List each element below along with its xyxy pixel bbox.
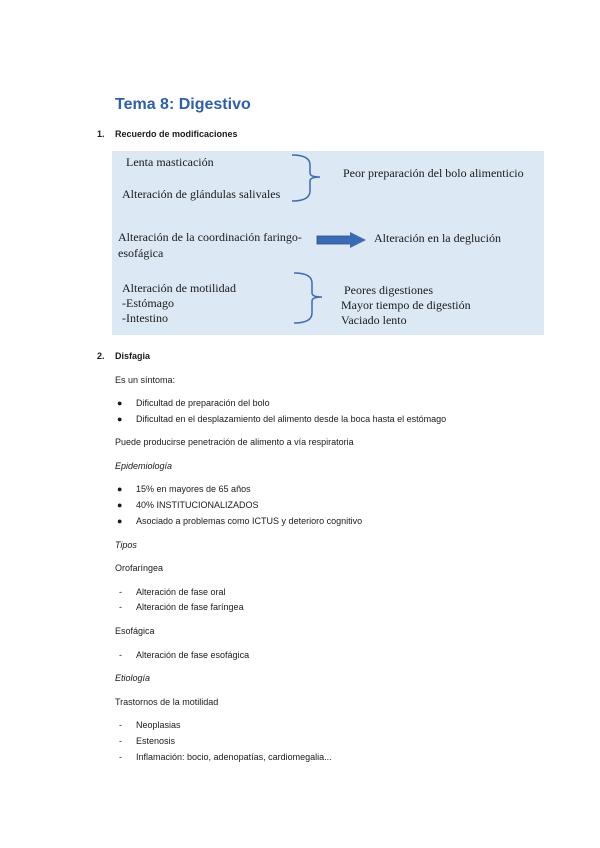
diagram-result-digestiones: Peores digestiones: [344, 283, 433, 297]
types-heading: Tipos: [115, 540, 137, 550]
bullet-icon: ●: [117, 516, 123, 526]
diagram-item-estomago: -Estómago: [122, 296, 174, 310]
section-2-heading: Disfagia: [115, 351, 151, 361]
diagram-result-tiempo: Mayor tiempo de digestión: [341, 298, 471, 312]
section-1-number: 1.: [97, 129, 105, 139]
epidemiology-item: Asociado a problemas como ICTUS y deterioro cognitivo: [136, 516, 363, 526]
motility-item: Neoplasias: [136, 720, 181, 730]
motility-heading: Trastornos de la motilidad: [115, 697, 219, 707]
diagram-item-glandulas: Alteración de glándulas salivales: [122, 187, 281, 201]
oro-item: Alteración de fase faríngea: [136, 602, 244, 612]
disfagia-intro: Es un síntoma:: [115, 375, 176, 385]
eso-item: Alteración de fase esofágica: [136, 650, 250, 660]
epidemiology-heading: Epidemiología: [115, 461, 173, 471]
epidemiology-item: 40% INSTITUCIONALIZADOS: [136, 500, 259, 510]
arrow-right-icon: [316, 232, 368, 248]
diagram-item-lenta-masticacion: Lenta masticación: [126, 155, 214, 169]
bullet-icon: ●: [117, 398, 123, 408]
diagram-result-bolo: Peor preparación del bolo alimenticio: [343, 166, 524, 180]
section-2-number: 2.: [97, 351, 105, 361]
motility-item: Inflamación: bocio, adenopatías, cardiomegalia...: [136, 752, 332, 762]
bracket-3: [292, 271, 332, 325]
diagram-item-motilidad: Alteración de motilidad: [122, 281, 236, 295]
penetration-note: Puede producirse penetración de alimento a vía respiratoria: [115, 437, 354, 447]
dash-marker: -: [119, 752, 122, 762]
modifications-diagram: [112, 151, 544, 335]
motility-item: Estenosis: [136, 736, 176, 746]
diagram-item-coordinacion-2: esofágica: [118, 246, 164, 260]
epidemiology-item: 15% en mayores de 65 años: [136, 484, 251, 494]
bullet-icon: ●: [117, 500, 123, 510]
etiology-heading: Etiología: [115, 673, 151, 683]
diagram-result-deglucion: Alteración en la deglución: [374, 231, 501, 245]
diagram-item-intestino: -Intestino: [122, 311, 168, 325]
section-1-heading: Recuerdo de modificaciones: [115, 129, 238, 139]
bullet-icon: ●: [117, 414, 123, 424]
dash-marker: -: [119, 650, 122, 660]
dash-marker: -: [119, 736, 122, 746]
oro-item: Alteración de fase oral: [136, 587, 226, 597]
dash-marker: -: [119, 602, 122, 612]
diagram-result-vaciado: Vaciado lento: [341, 313, 407, 327]
oro-heading: Orofaríngea: [115, 563, 164, 573]
bracket-1: [290, 153, 330, 203]
page-title: Tema 8: Digestivo: [115, 96, 251, 113]
symptom-item: Dificultad de preparación del bolo: [136, 398, 270, 408]
dash-marker: -: [119, 720, 122, 730]
dash-marker: -: [119, 587, 122, 597]
symptom-item: Dificultad en el desplazamiento del alimento desde la boca hasta el estómago: [136, 414, 447, 424]
bullet-icon: ●: [117, 484, 123, 494]
eso-heading: Esofágica: [115, 626, 155, 636]
diagram-item-coordinacion-1: Alteración de la coordinación faringo-: [118, 230, 302, 244]
